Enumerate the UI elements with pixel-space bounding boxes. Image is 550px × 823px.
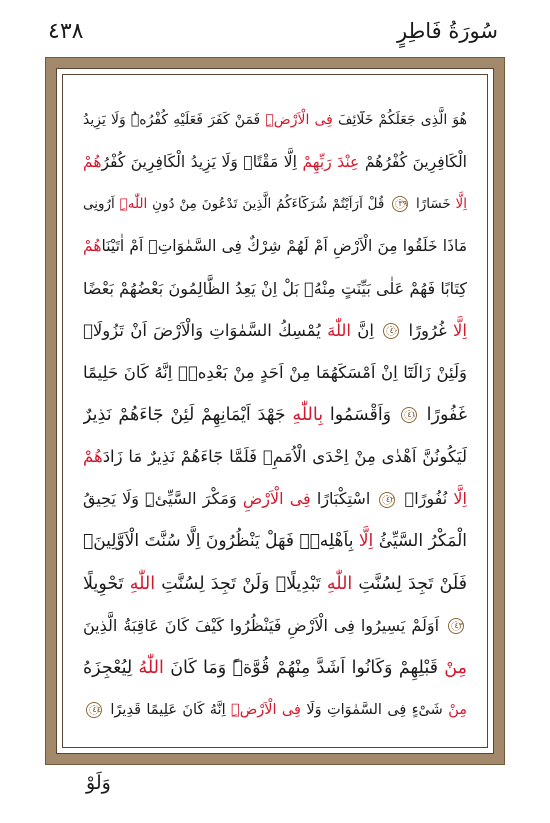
text-segment: فَمَنْ كَفَرَ فَعَلَيْهِ كُفْرُهُۜ وَلَا يَزِيدُ [83,112,266,128]
text-segment: شَیْءٍ فِى السَّمٰوَاتِ وَلَا [300,701,449,718]
text-segment: اَرُونِى [83,196,120,213]
catchword: وَلَوْ [86,772,111,794]
text-segment: يُمْسِكُ السَّمٰوَاتِ وَالْاَرْضَ اَنْ تَزُولَاۚ [83,320,328,340]
highlighted-text: اِلَّا [358,531,374,552]
highlighted-text: اِلَّا [453,489,467,509]
text-segment: كِتَابًا فَهُمْ عَلٰى بَيِّنَتٍ مِنْهُۚ بَلْ اِنْ يَعِدُ الظَّالِمُونَ بَعْضُهُمْ بَعْضًا [83,278,467,298]
text-line [83,274,467,304]
text-segment: اِنَّهُ كَانَ عَلِيمًا قَدِيرًا [105,701,231,718]
highlighted-text: فِى الْاَرْضِۜ [265,112,333,128]
highlighted-text: هُمْ [83,237,102,256]
text-line [83,316,467,346]
text-segment: بِاَهْلِهٖۜ فَهَلْ يَنْظُرُونَ اِلَّا سُنَّتَ الْاَوَّلِينَۚ [83,531,359,552]
ornamental-frame [45,57,505,765]
text-segment: مَاذَا خَلَقُوا مِنَ الْاَرْضِ اَمْ لَهُمْ شِرْكٌ فِى السَّمٰوَاتِۚ اَمْ اٰتَيْنَا [101,237,467,256]
verse-number-marker: ٤٠ [383,323,399,339]
highlighted-text: اِلَّا [455,196,467,213]
text-segment: لَيَكُونُنَّ اَهْدٰى مِنْ اِحْدَى الْاُمَمِۚ فَلَمَّا جَٓاءَهُمْ نَذِيرٌ مَا زَادَ [102,447,467,467]
text-line [83,105,467,135]
text-line [83,358,467,388]
text-line [83,442,467,472]
text-line [83,400,467,430]
text-segment: هُوَ الَّذِى جَعَلَكُمْ خَلَٓائِفَ [332,112,467,128]
text-segment: اِنَّ [351,320,381,340]
highlighted-text: مِنْ [444,657,467,678]
text-line [83,526,467,556]
text-line [83,189,467,219]
highlighted-text: فِى الْاَرْضِ [242,489,311,509]
text-segment: لِيُعْجِزَهُ [83,657,139,678]
text-segment: تَحْوِيلًا [83,573,130,594]
text-segment: وَمَكْرَ السَّيِّئِۜ وَلَا يَحِيقُ [83,489,243,509]
text-segment: قَبْلِهِمْ وَكَانُوا اَشَدَّ مِنْهُمْ قُوَّةًۜ وَمَا كَانَ [163,657,445,678]
highlighted-text: هُمْ [83,153,102,172]
verse-number-marker: ٤٢ [379,492,395,508]
text-segment: اَوَلَمْ يَسِيرُوا فِى الْاَرْضِ فَيَنْظُرُوا كَيْفَ كَانَ عَاقِبَةُ الَّذِينَ [83,615,445,635]
verse-number-marker: ٣٩ [392,196,408,212]
text-segment: جَهْدَ اَيْمَانِهِمْ لَئِنْ جَٓاءَهُمْ نَذِيرٌ [83,404,293,425]
text-line [83,653,467,683]
verse-number-marker: ٤١ [401,407,417,423]
text-segment: الْمَكْرُ السَّيِّئُ [373,531,467,552]
text-segment: اِلَّا مَقْتًاۚ وَلَا يَزِيدُ الْكَافِرِينَ كُفْرُ [101,153,303,172]
text-line [83,147,467,177]
text-line [83,611,467,641]
page-header [48,14,498,48]
highlighted-text: اللّٰهِ [326,573,353,594]
text-segment: نُفُورًاۙ [398,489,454,509]
surah-title: سُورَةُ فَاطِرٍ [396,19,498,43]
highlighted-text: بِاللّٰهِ [292,404,324,425]
verse-number-marker: ٤٤ [86,702,102,718]
text-segment: اسْتِكْبَارًا [310,489,377,509]
text-line [83,695,467,725]
text-line [83,569,467,599]
highlighted-text: اللّٰهِ [129,573,156,594]
text-segment: فَلَنْ تَجِدَ لِسُنَّتِ [352,573,467,594]
text-segment: قُلْ اَرَاَيْتُمْ شُرَكَٓاءَكُمُ الَّذِينَ تَدْعُونَ مِنْ دُونِ [147,196,390,213]
highlighted-text: مِنْ [448,701,467,718]
text-segment: غُرُورًا [402,320,453,340]
verse-number-marker: ٤٣ [448,618,464,634]
highlighted-text: اِلَّا [453,320,467,340]
text-segment: غَفُورًا [419,404,467,425]
highlighted-text: اللّٰهُ [138,657,164,678]
text-frame [56,68,494,754]
text-segment: تَبْدِيلًاۚ وَلَنْ تَجِدَ لِسُنَّتِ [155,573,327,594]
text-segment: وَاَقْسَمُوا [323,404,398,425]
highlighted-text: عِنْدَ رَبِّهِمْ [302,153,360,172]
text-line [83,231,467,261]
text-segment: وَلَئِنْ زَالَتَٓا اِنْ اَمْسَكَهُمَا مِنْ اَحَدٍ مِنْ بَعْدِهٖۜ اِنَّهُ كَانَ حَلِيمًا [83,362,467,382]
quran-text-block [83,105,467,725]
highlighted-text: هُمْ [83,447,103,467]
text-segment: خَسَارًا [411,196,456,213]
page-number: ٤٣٨ [48,18,84,44]
highlighted-text: اللّٰهَ [327,320,352,340]
highlighted-text: فِى الْاَرْضِۜ [231,701,301,718]
text-segment: الْكَافِرِينَ كُفْرُهُمْ [359,153,467,172]
text-line [83,484,467,514]
highlighted-text: اللّٰهِۜ [119,196,148,213]
